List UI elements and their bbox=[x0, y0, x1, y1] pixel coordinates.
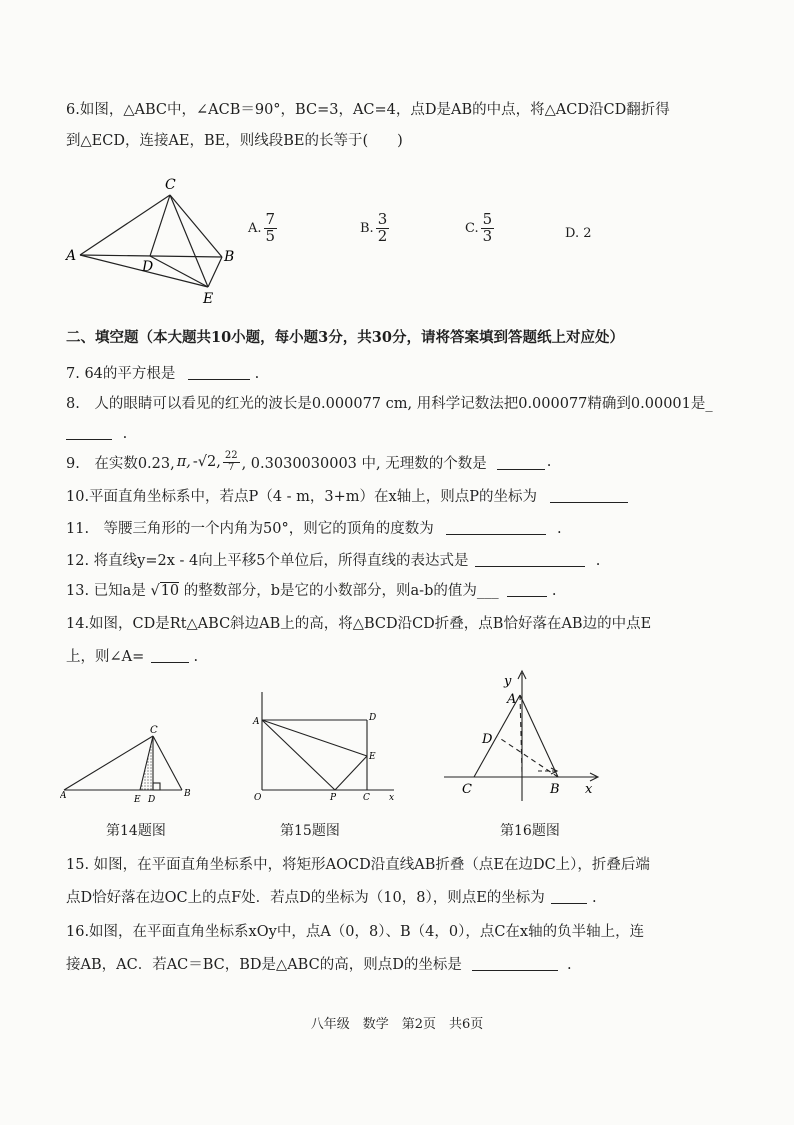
q7-answer-blank[interactable] bbox=[188, 365, 250, 380]
q9-answer-blank[interactable] bbox=[497, 455, 545, 470]
q6-label-a: A bbox=[66, 248, 77, 264]
q9: 9. 在实数0.23, π, -√2, $\frac{22}{7}$ , 0.3030030003 中, 无理数的个数是 . bbox=[66, 450, 552, 473]
q6-line1: 6.如图，△ABC中，∠ACB＝90°，BC=3，AC=4，点D是AB的中点，将△ACD沿CD翻折得 bbox=[66, 102, 670, 118]
q6-edge-cb bbox=[170, 195, 222, 257]
q13: 13. 已知a是 √10 的整数部分，b是它的小数部分，则a-b的值为___ . bbox=[66, 583, 557, 599]
q13-answer-blank[interactable] bbox=[507, 582, 547, 597]
fig15-label-d: D bbox=[369, 713, 377, 723]
q15-answer-blank[interactable] bbox=[551, 889, 587, 904]
fig15-caption: 第15题图 bbox=[280, 823, 340, 839]
page-footer: 八年级 数学 第2页 共6页 bbox=[310, 1017, 484, 1032]
fig16-caption: 第16题图 bbox=[500, 823, 560, 839]
choice-a-letter: A. bbox=[248, 220, 262, 236]
choice-a[interactable] bbox=[248, 212, 277, 245]
fig14-label-c: C bbox=[150, 725, 158, 736]
q14-answer-blank[interactable] bbox=[151, 648, 189, 663]
fig16 bbox=[440, 665, 608, 805]
q6-edge-ce bbox=[170, 195, 208, 287]
q16-line1: 16.如图，在平面直角坐标系xOy中，点A（0，8）、B（4，0），点C在x轴的负半轴上，连 bbox=[66, 924, 645, 940]
q14-line2: 上，则∠A= . bbox=[66, 649, 199, 665]
q6-edge-cd bbox=[150, 195, 170, 256]
fig14-right-angle-mark bbox=[153, 783, 160, 790]
fig14-edge-cb bbox=[153, 736, 182, 790]
q9-fraction: $\frac{22}{7}$ bbox=[224, 450, 238, 473]
choice-b[interactable] bbox=[360, 212, 389, 245]
q6-label-c: C bbox=[165, 177, 176, 193]
q7: 7. 64的平方根是 . bbox=[66, 366, 260, 382]
fig16-edge-ac bbox=[474, 695, 520, 777]
choice-a-fraction: $\frac{7}{5}$ bbox=[265, 210, 276, 245]
fig15-label-c: C bbox=[363, 793, 370, 803]
q14-line1: 14.如图，CD是Rt△ABC斜边AB上的高，将△BCD沿CD折叠，点B恰好落在AB边的中点E bbox=[66, 616, 652, 632]
fig16-label-y: y bbox=[504, 674, 512, 689]
q13-sqrt: √10 bbox=[150, 583, 180, 599]
choice-c[interactable] bbox=[465, 212, 494, 245]
choice-c-fraction: $\frac{5}{3}$ bbox=[482, 210, 493, 245]
choice-c-letter: C. bbox=[465, 220, 479, 236]
fig16-label-d: D bbox=[482, 732, 493, 747]
q6-edge-de bbox=[150, 256, 208, 287]
q12-answer-blank[interactable] bbox=[475, 552, 585, 567]
choice-b-letter: B. bbox=[360, 220, 374, 236]
q6-edge-be bbox=[208, 257, 222, 287]
fig14-label-b: B bbox=[184, 789, 191, 799]
q11: 11. 等腰三角形的一个内角为50°，则它的顶角的度数为 . bbox=[66, 521, 562, 537]
fig15 bbox=[250, 688, 400, 806]
choice-d-text: D. 2 bbox=[565, 226, 592, 241]
fig16-label-b: B bbox=[550, 782, 560, 797]
q11-answer-blank[interactable] bbox=[446, 520, 546, 535]
fig14 bbox=[60, 722, 200, 804]
fig14-label-d: D bbox=[148, 795, 156, 804]
q8-line2: . bbox=[66, 425, 127, 442]
q16-answer-blank[interactable] bbox=[472, 956, 558, 971]
section2-header: 二、填空题（本大题共10小题，每小题3分，共30分，请将答案填到答题纸上对应处） bbox=[66, 329, 624, 346]
fig14-label-a: A bbox=[60, 791, 67, 801]
q6-label-b: B bbox=[224, 249, 235, 265]
q6-line2: 到△ECD，连接AE，BE，则线段BE的长等于( ) bbox=[66, 133, 403, 149]
q10: 10.平面直角坐标系中，若点P（4 - m，3+m）在x轴上，则点P的坐标为 bbox=[66, 485, 628, 506]
fig14-edge-ac bbox=[64, 736, 153, 790]
q8-line1: 8. 人的眼睛可以看见的红光的波长是0.000077 cm, 用科学记数法把0.000077精确到0.00001是_ bbox=[66, 396, 713, 412]
fig15-edge-fe bbox=[335, 756, 367, 790]
fig15-label-a: A bbox=[253, 717, 260, 727]
choice-d[interactable] bbox=[565, 226, 592, 241]
q16-line2: 接AB，AC．若AC＝BC，BD是△ABC的高，则点D的坐标是 . bbox=[66, 957, 572, 973]
fig16-label-c: C bbox=[462, 782, 472, 797]
fig15-edge-ae bbox=[262, 720, 367, 756]
q6-figure bbox=[60, 175, 240, 310]
fig14-caption: 第14题图 bbox=[106, 823, 166, 839]
fig15-edge-af bbox=[262, 720, 335, 790]
q15-line1: 15. 如图，在平面直角坐标系中，将矩形AOCD沿直线AB折叠（点E在边DC上），折叠后端 bbox=[66, 857, 650, 873]
q12: 12. 将直线y=2x - 4向上平移5个单位后，所得直线的表达式是 . bbox=[66, 553, 601, 569]
q15-line2: 点D恰好落在边OC上的点F处．若点D的坐标为（10，8），则点E的坐标为 . bbox=[66, 890, 597, 906]
fig15-label-p: P bbox=[330, 793, 337, 803]
fig16-label-x: x bbox=[585, 782, 593, 797]
fig15-label-e: E bbox=[369, 752, 376, 762]
q8-answer-blank[interactable] bbox=[66, 425, 112, 440]
q10-answer-blank[interactable] bbox=[550, 488, 628, 503]
q6-label-e: E bbox=[203, 291, 214, 307]
choice-b-fraction: $\frac{3}{2}$ bbox=[377, 210, 388, 245]
fig15-label-x: x bbox=[389, 793, 395, 803]
fig14-label-e: E bbox=[134, 795, 141, 804]
q6-label-d: D bbox=[142, 259, 154, 275]
q6-edge-ac bbox=[80, 195, 170, 255]
fig16-label-a: A bbox=[507, 692, 517, 707]
fig15-label-o: O bbox=[254, 793, 262, 803]
